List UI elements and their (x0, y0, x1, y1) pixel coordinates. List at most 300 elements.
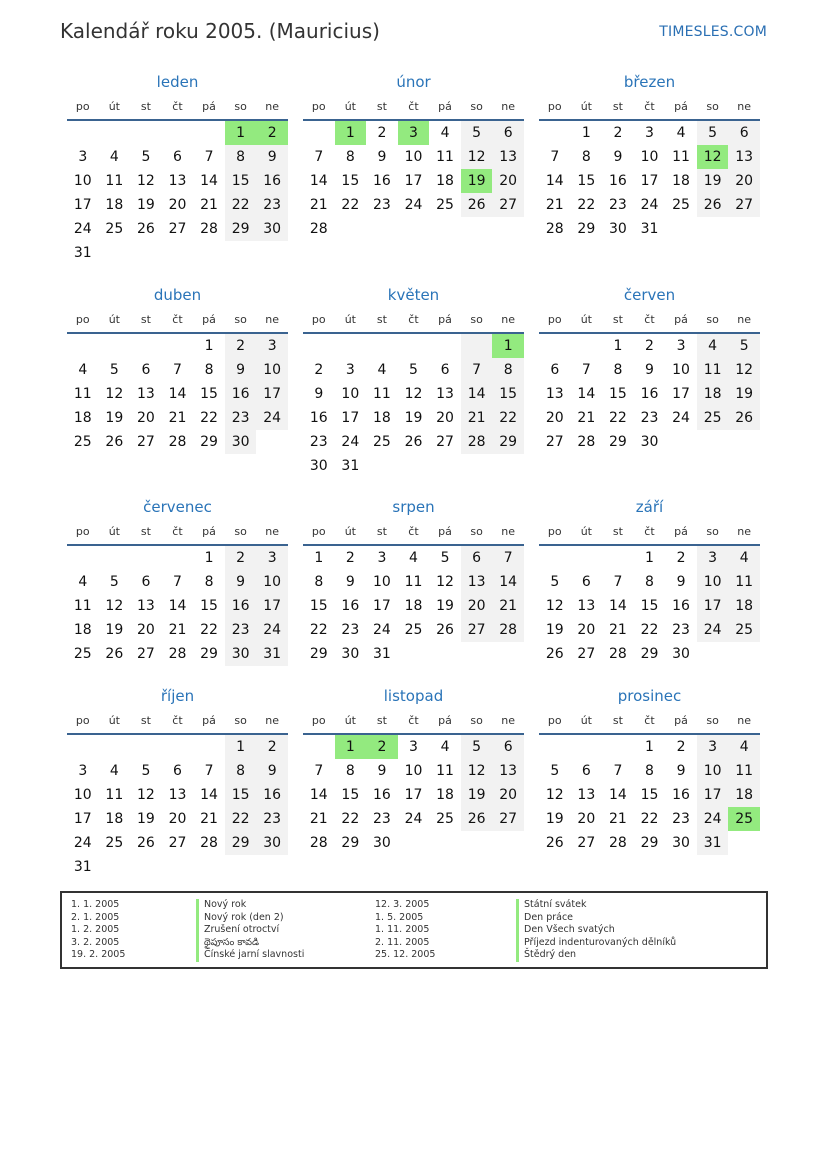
day-cell: 7 (314, 763, 324, 779)
legend-holiday-name: Čínské jarní slavnosti (196, 949, 304, 962)
day-grid (539, 334, 760, 478)
day-cell: 23 (608, 197, 627, 213)
day-cell: 18 (697, 382, 729, 406)
month-name: květen (387, 286, 440, 304)
weekday-label: ne (265, 713, 280, 727)
page-title: Kalendář roku 2005. (Mauricius) (60, 19, 380, 43)
day-cell: 20 (492, 783, 524, 807)
weekday-label: ne (737, 99, 752, 113)
day-cell: 19 (697, 169, 729, 193)
day-cell: 17 (404, 787, 423, 803)
day-grid (303, 121, 524, 265)
day-cell: 29 (577, 221, 596, 237)
day-cell: 29 (200, 434, 218, 450)
day-cell: 19 (436, 598, 454, 614)
holiday-day: 2 (256, 121, 288, 145)
legend-holiday-name: Nový rok (196, 899, 304, 912)
day-cell: 22 (341, 811, 360, 827)
day-cell: 17 (697, 594, 729, 618)
weekday-label: čt (644, 713, 655, 727)
weekday-label: pá (674, 99, 688, 113)
month-5 (539, 285, 760, 478)
legend-dates-left (71, 899, 125, 962)
day-cell: 27 (492, 807, 524, 831)
day-cell: 20 (461, 594, 493, 618)
weekday-label: st (140, 524, 151, 538)
day-cell: 26 (404, 434, 423, 450)
day-cell: 26 (105, 434, 124, 450)
day-cell: 28 (608, 646, 627, 662)
day-cell: 23 (372, 811, 391, 827)
day-cell: 29 (608, 434, 627, 450)
day-cell: 23 (640, 410, 659, 426)
day-cell: 1 (613, 338, 623, 354)
day-cell: 22 (225, 807, 257, 831)
weekday-label: po (311, 713, 326, 727)
weekday-label: ne (501, 524, 516, 538)
day-cell: 30 (256, 831, 288, 855)
weekday-label: po (311, 524, 326, 538)
day-cell: 20 (728, 169, 760, 193)
day-cell: 2 (676, 550, 686, 566)
weekday-label: pá (438, 524, 452, 538)
day-cell: 17 (640, 173, 659, 189)
day-cell: 11 (672, 149, 690, 165)
day-cell: 8 (314, 574, 324, 590)
day-cell: 21 (577, 410, 596, 426)
day-cell: 15 (225, 783, 257, 807)
day-cell: 7 (204, 149, 214, 165)
day-cell: 25 (697, 406, 729, 430)
legend-date: 1. 2. 2005 (71, 924, 120, 935)
day-cell: 19 (136, 811, 155, 827)
day-cell: 1 (204, 338, 214, 354)
day-cell: 6 (581, 763, 591, 779)
brand-link[interactable]: TIMESLES.COM (659, 24, 767, 40)
day-cell: 12 (461, 759, 493, 783)
day-cell: 10 (672, 362, 690, 378)
day-cell: 24 (697, 807, 729, 831)
weekday-label: so (234, 99, 247, 113)
weekday-label: út (580, 99, 592, 113)
weekday-label: so (234, 524, 247, 538)
month-4 (303, 285, 524, 478)
day-cell: 27 (436, 434, 454, 450)
day-cell: 23 (309, 434, 328, 450)
day-cell: 18 (73, 622, 92, 638)
month-6 (67, 497, 288, 690)
holiday-legend (60, 891, 768, 969)
weekday-label: čt (172, 312, 183, 326)
day-cell: 29 (225, 217, 257, 241)
day-cell: 4 (440, 739, 450, 755)
day-cell: 8 (492, 358, 524, 382)
day-cell: 18 (728, 783, 760, 807)
legend-holiday-name: Štědrý den (516, 949, 676, 962)
weekday-label: út (344, 713, 356, 727)
day-cell: 28 (168, 646, 187, 662)
weekday-label: út (344, 312, 356, 326)
weekday-label: po (75, 713, 90, 727)
day-cell: 1 (204, 550, 214, 566)
day-cell: 11 (728, 759, 760, 783)
day-cell: 6 (581, 574, 591, 590)
legend-names-right (516, 899, 676, 962)
day-cell: 9 (613, 149, 623, 165)
day-cell: 7 (581, 362, 591, 378)
day-cell: 12 (105, 386, 124, 402)
day-cell: 12 (105, 598, 124, 614)
day-cell: 23 (672, 622, 690, 638)
weekday-label: po (547, 99, 562, 113)
day-cell: 8 (345, 149, 355, 165)
day-cell: 14 (309, 787, 328, 803)
day-cell: 24 (404, 811, 423, 827)
weekday-label: pá (438, 99, 452, 113)
holiday-day: 12 (697, 145, 729, 169)
month-name: březen (623, 73, 676, 91)
legend-holiday-name: Nový rok (den 2) (196, 912, 304, 925)
weekday-label: ne (501, 312, 516, 326)
weekday-label: ne (501, 99, 516, 113)
day-cell: 20 (577, 622, 596, 638)
day-cell: 17 (404, 173, 423, 189)
day-cell: 8 (345, 763, 355, 779)
day-cell: 16 (608, 173, 627, 189)
day-cell: 9 (225, 358, 257, 382)
day-cell: 3 (645, 125, 654, 141)
day-cell: 4 (78, 362, 88, 378)
day-cell: 10 (73, 787, 92, 803)
day-cell: 23 (225, 618, 257, 642)
weekday-label: po (75, 312, 90, 326)
day-cell: 4 (440, 125, 450, 141)
day-cell: 27 (136, 646, 155, 662)
day-cell: 8 (225, 759, 257, 783)
day-cell: 19 (728, 382, 760, 406)
day-cell: 28 (200, 835, 218, 851)
day-cell: 17 (256, 382, 288, 406)
day-cell: 22 (341, 197, 360, 213)
day-cell: 21 (608, 811, 627, 827)
weekday-label: st (612, 713, 623, 727)
month-11 (539, 686, 760, 879)
day-cell: 20 (545, 410, 564, 426)
day-cell: 14 (168, 386, 187, 402)
legend-date: 19. 2. 2005 (71, 949, 126, 960)
day-cell: 1 (225, 735, 257, 759)
day-cell: 30 (256, 217, 288, 241)
weekday-label: po (75, 524, 90, 538)
day-cell: 21 (545, 197, 564, 213)
day-cell: 14 (608, 787, 627, 803)
day-cell: 17 (256, 594, 288, 618)
day-cell: 12 (461, 145, 493, 169)
day-cell: 8 (204, 362, 214, 378)
day-cell: 2 (613, 125, 623, 141)
day-cell: 31 (697, 831, 729, 855)
month-name: prosinec (617, 687, 682, 705)
day-cell: 27 (168, 221, 187, 237)
day-cell: 6 (141, 362, 151, 378)
day-cell: 12 (728, 358, 760, 382)
day-cell: 9 (314, 386, 324, 402)
day-cell: 30 (372, 835, 391, 851)
weekday-header (539, 521, 760, 541)
day-cell: 30 (225, 642, 257, 666)
day-cell: 14 (545, 173, 564, 189)
weekday-label: st (612, 99, 623, 113)
day-cell: 19 (105, 622, 124, 638)
day-cell: 5 (109, 362, 119, 378)
day-cell: 6 (550, 362, 560, 378)
day-cell: 14 (461, 382, 493, 406)
day-cell: 24 (256, 618, 288, 642)
day-cell: 10 (372, 574, 391, 590)
month-name: červen (623, 286, 676, 304)
day-cell: 27 (461, 618, 493, 642)
day-cell: 3 (676, 338, 686, 354)
day-cell: 2 (256, 735, 288, 759)
day-cell: 23 (672, 811, 690, 827)
day-cell: 5 (728, 334, 760, 358)
weekday-label: pá (674, 524, 688, 538)
day-grid (67, 121, 288, 265)
day-cell: 23 (256, 193, 288, 217)
legend-holiday-name: Den práce (516, 912, 676, 925)
day-cell: 2 (377, 125, 387, 141)
day-cell: 14 (577, 386, 596, 402)
day-cell: 6 (173, 149, 182, 165)
day-grid (67, 334, 288, 478)
weekday-label: čt (408, 524, 419, 538)
day-cell: 2 (345, 550, 355, 566)
weekday-label: út (580, 524, 592, 538)
day-cell: 16 (309, 410, 328, 426)
day-cell: 25 (728, 618, 760, 642)
day-cell: 30 (672, 646, 690, 662)
day-cell: 28 (545, 221, 564, 237)
day-cell: 4 (409, 550, 418, 566)
day-cell: 1 (645, 550, 654, 566)
weekday-label: po (75, 99, 90, 113)
day-cell: 10 (697, 759, 729, 783)
day-cell: 16 (225, 382, 257, 406)
day-cell: 12 (136, 173, 155, 189)
day-cell: 16 (341, 598, 360, 614)
day-cell: 20 (492, 169, 524, 193)
day-cell: 8 (645, 574, 654, 590)
day-cell: 16 (672, 598, 690, 614)
day-cell: 25 (672, 197, 690, 213)
day-cell: 21 (309, 197, 328, 213)
day-cell: 22 (577, 197, 596, 213)
day-cell: 29 (640, 835, 659, 851)
weekday-header (67, 309, 288, 329)
day-cell: 25 (436, 811, 454, 827)
day-cell: 21 (492, 594, 524, 618)
holiday-day: 3 (398, 121, 430, 145)
day-cell: 14 (608, 598, 627, 614)
day-cell: 10 (256, 570, 288, 594)
day-cell: 28 (309, 835, 328, 851)
weekday-label: pá (202, 99, 216, 113)
weekday-label: pá (674, 713, 688, 727)
day-cell: 31 (341, 458, 360, 474)
month-name: listopad (383, 687, 444, 705)
day-cell: 17 (341, 410, 360, 426)
day-cell: 11 (372, 386, 391, 402)
day-cell: 7 (173, 362, 182, 378)
weekday-label: st (612, 524, 623, 538)
weekday-label: čt (408, 312, 419, 326)
day-cell: 15 (640, 598, 659, 614)
weekday-label: pá (674, 312, 688, 326)
day-cell: 14 (309, 173, 328, 189)
weekday-header (303, 521, 524, 541)
day-cell: 16 (256, 169, 288, 193)
day-cell: 13 (136, 598, 155, 614)
day-cell: 4 (697, 334, 729, 358)
day-cell: 3 (256, 334, 288, 358)
day-cell: 30 (672, 835, 690, 851)
day-cell: 22 (640, 811, 659, 827)
day-cell: 8 (645, 763, 654, 779)
legend-date: 1. 11. 2005 (375, 924, 430, 935)
legend-holiday-name: థైపూసం కావడి (196, 937, 304, 950)
month-8 (539, 497, 760, 690)
weekday-label: út (344, 524, 356, 538)
day-grid (539, 121, 760, 265)
day-cell: 15 (492, 382, 524, 406)
day-cell: 16 (640, 386, 659, 402)
day-cell: 8 (225, 145, 257, 169)
day-cell: 29 (225, 831, 257, 855)
day-cell: 16 (672, 787, 690, 803)
day-cell: 18 (404, 598, 423, 614)
legend-date: 25. 12. 2005 (375, 949, 436, 960)
day-cell: 7 (204, 763, 214, 779)
day-cell: 26 (545, 646, 564, 662)
month-name: leden (156, 73, 199, 91)
month-name: září (635, 498, 664, 516)
day-cell: 26 (461, 193, 493, 217)
weekday-header (539, 309, 760, 329)
month-name: říjen (160, 687, 195, 705)
day-cell: 25 (105, 221, 124, 237)
day-cell: 18 (105, 197, 124, 213)
day-cell: 21 (168, 622, 187, 638)
day-cell: 20 (168, 811, 187, 827)
day-cell: 24 (256, 406, 288, 430)
day-cell: 23 (372, 197, 391, 213)
day-cell: 11 (105, 787, 124, 803)
month-name: srpen (392, 498, 435, 516)
weekday-header (67, 96, 288, 116)
day-cell: 4 (676, 125, 686, 141)
day-cell: 30 (309, 458, 328, 474)
day-cell: 5 (141, 149, 151, 165)
day-cell: 11 (436, 763, 454, 779)
day-cell: 4 (78, 574, 88, 590)
day-cell: 16 (256, 783, 288, 807)
day-cell: 8 (613, 362, 623, 378)
day-cell: 3 (78, 149, 88, 165)
day-cell: 13 (492, 759, 524, 783)
day-cell: 2 (225, 334, 257, 358)
weekday-label: čt (644, 524, 655, 538)
day-cell: 24 (640, 197, 659, 213)
legend-date: 1. 5. 2005 (375, 911, 424, 923)
day-cell: 5 (697, 121, 729, 145)
weekday-label: po (547, 524, 562, 538)
weekday-label: st (140, 312, 151, 326)
day-cell: 28 (492, 618, 524, 642)
day-cell: 13 (136, 386, 155, 402)
day-cell: 5 (550, 763, 560, 779)
day-cell: 19 (105, 410, 124, 426)
day-cell: 17 (672, 386, 690, 402)
day-cell: 15 (200, 386, 218, 402)
weekday-header (303, 96, 524, 116)
weekday-header (67, 521, 288, 541)
weekday-label: pá (202, 524, 216, 538)
day-cell: 13 (436, 386, 454, 402)
day-cell: 18 (436, 787, 454, 803)
holiday-day: 1 (335, 735, 367, 759)
day-cell: 19 (545, 622, 564, 638)
weekday-label: út (108, 713, 120, 727)
weekday-label: st (376, 524, 387, 538)
day-cell: 6 (728, 121, 760, 145)
day-cell: 15 (608, 386, 627, 402)
day-cell: 13 (168, 787, 187, 803)
day-cell: 1 (314, 550, 324, 566)
day-cell: 4 (377, 362, 387, 378)
day-cell: 24 (73, 221, 92, 237)
day-cell: 22 (200, 410, 218, 426)
day-cell: 30 (608, 221, 627, 237)
weekday-label: út (108, 524, 120, 538)
day-cell: 13 (577, 787, 596, 803)
day-cell: 10 (640, 149, 659, 165)
day-cell: 8 (581, 149, 591, 165)
day-cell: 18 (728, 594, 760, 618)
day-cell: 7 (550, 149, 560, 165)
weekday-label: ne (265, 312, 280, 326)
legend-date: 1. 1. 2005 (71, 899, 120, 910)
day-cell: 5 (461, 121, 493, 145)
holiday-day: 1 (225, 121, 257, 145)
day-cell: 31 (73, 245, 92, 261)
day-cell: 6 (141, 574, 151, 590)
day-cell: 14 (168, 598, 187, 614)
day-cell: 14 (200, 173, 218, 189)
weekday-label: út (580, 312, 592, 326)
day-cell: 13 (577, 598, 596, 614)
day-cell: 19 (461, 783, 493, 807)
day-cell: 11 (728, 570, 760, 594)
day-grid (303, 546, 524, 690)
day-cell: 26 (105, 646, 124, 662)
weekday-label: so (706, 713, 719, 727)
day-cell: 7 (613, 763, 623, 779)
weekday-label: st (376, 713, 387, 727)
day-cell: 5 (409, 362, 418, 378)
day-cell: 29 (640, 646, 659, 662)
weekday-label: čt (172, 524, 183, 538)
day-cell: 26 (436, 622, 454, 638)
